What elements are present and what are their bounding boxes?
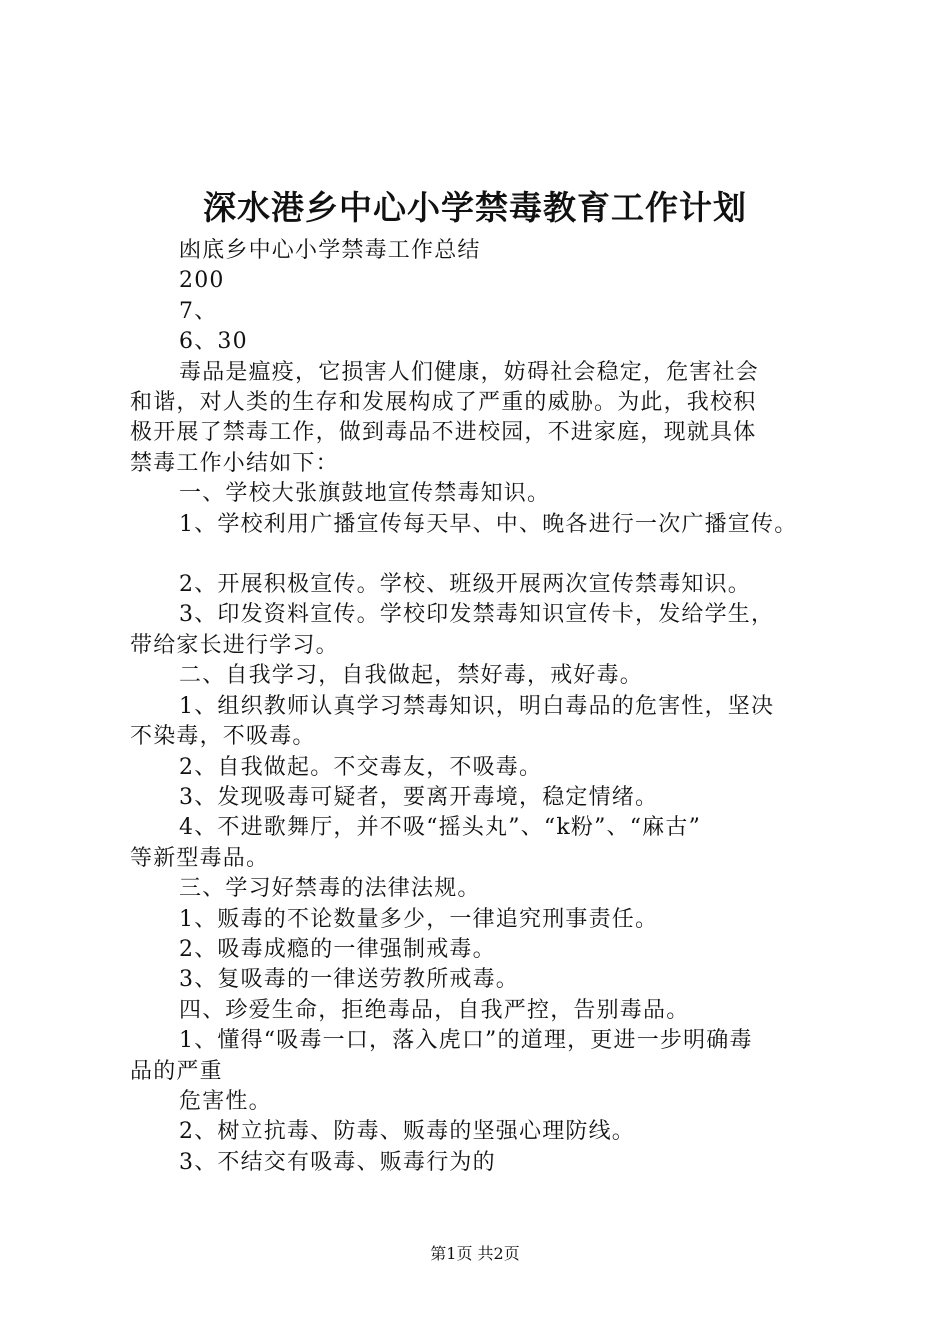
body-line: 1、学校利用广播宣传每天早、中、晚各进行一次广播宣传。 [179, 511, 798, 537]
body-line: 四、珍爱生命，拒绝毒品，自我严控，告别毒品。 [179, 997, 690, 1023]
body-line: 二、自我学习，自我做起，禁好毒，戒好毒。 [179, 663, 644, 689]
body-line: 和谐，对人类的生存和发展构成了严重的威胁。为此，我校积 [130, 390, 757, 416]
body-line: 凼底乡中心小学禁毒工作总结 [179, 238, 481, 263]
body-line: 2、自我做起。不交毒友，不吸毒。 [179, 754, 543, 780]
body-line: 毒品是瘟疫，它损害人们健康，妨碍社会稳定，危害社会 [179, 359, 760, 385]
body-line: 三、学习好禁毒的法律法规。 [179, 876, 481, 902]
body-line: 2、开展积极宣传。学校、班级开展两次宣传禁毒知识。 [179, 572, 751, 598]
body-line: 7、 [179, 298, 218, 324]
document-title: 深水港乡中心小学禁毒教育工作计划 [203, 188, 747, 227]
body-line: 极开展了禁毒工作，做到毒品不进校园，不进家庭，现就具体 [130, 420, 757, 446]
body-line: 3、不结交有吸毒、贩毒行为的 [179, 1149, 496, 1175]
body-line: 不染毒，不吸毒。 [130, 724, 316, 750]
body-line: 3、发现吸毒可疑者，要离开毒境，稳定情绪。 [179, 784, 659, 810]
body-line: 1、懂得“吸毒一口，落入虎口”的道理，更进一步明确毒 [179, 1028, 753, 1054]
page-footer: 第1页 共2页 [430, 1244, 520, 1263]
body-line: 3、印发资料宣传。学校印发禁毒知识宣传卡，发给学生， [179, 602, 775, 628]
body-line: 等新型毒品。 [130, 845, 270, 871]
body-line: 1、组织教师认真学习禁毒知识，明白毒品的危害性，坚决 [179, 693, 775, 719]
body-line: 禁毒工作小结如下： [130, 450, 339, 476]
body-line: 4、不进歌舞厅，并不吸“摇头丸”、“k粉”、“麻古” [179, 815, 702, 841]
body-line: 一、学校大张旗鼓地宣传禁毒知识。 [179, 481, 551, 507]
body-line: 6、30 [179, 329, 248, 355]
document-body [130, 236, 842, 1178]
body-line: 品的严重 [130, 1058, 223, 1084]
body-line: 2、吸毒成瘾的一律强制戒毒。 [179, 936, 496, 962]
body-line: 带给家长进行学习。 [130, 632, 339, 658]
body-line: 1、贩毒的不论数量多少，一律追究刑事责任。 [179, 906, 659, 932]
body-line: 2、树立抗毒、防毒、贩毒的坚强心理防线。 [179, 1119, 635, 1145]
body-line: 3、复吸毒的一律送劳教所戒毒。 [179, 967, 519, 993]
blank-line [130, 540, 842, 570]
body-line: 危害性。 [179, 1088, 272, 1114]
body-line: 200 [179, 268, 225, 294]
